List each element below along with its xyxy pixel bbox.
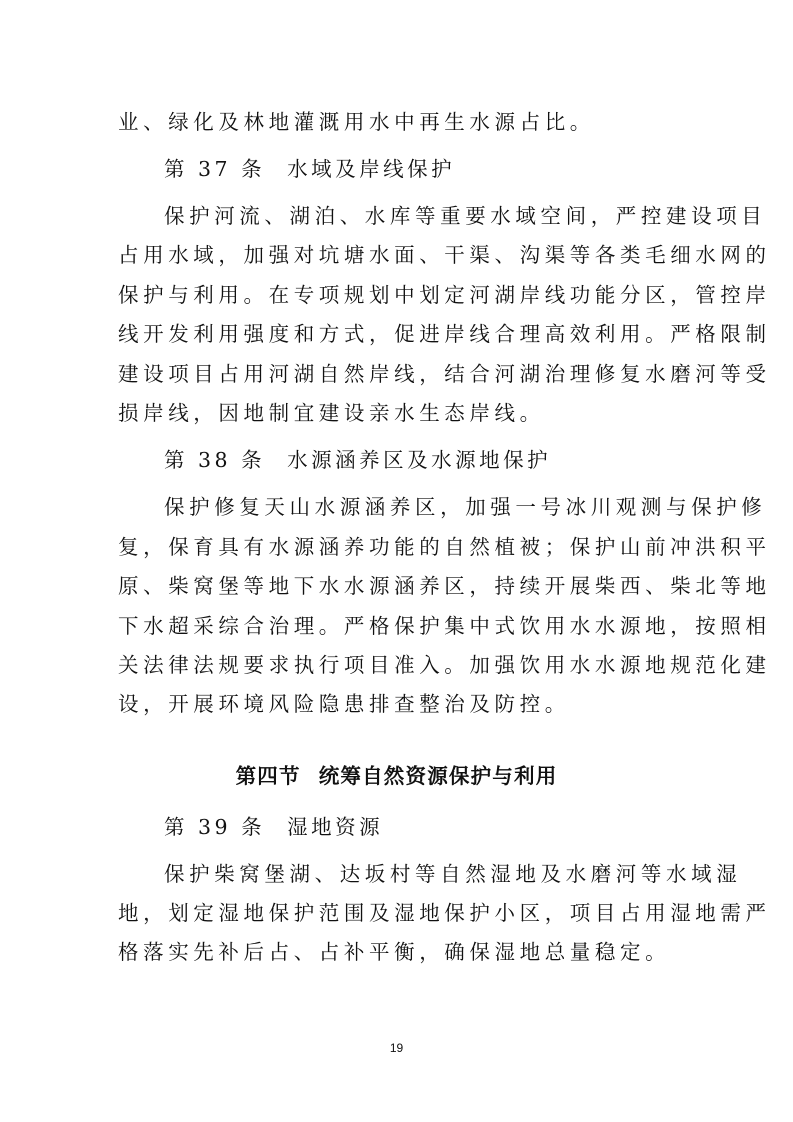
article-39-line-3: 格落实先补后占、占补平衡，确保湿地总量稳定。 (118, 940, 671, 964)
article-38-heading (164, 448, 551, 472)
article-37-line-6: 损岸线，因地制宜建设亲水生态岸线。 (118, 401, 545, 425)
article-39-line-1: 保护柴窝堡湖、达坂村等自然湿地及水磨河等水域湿 (164, 862, 742, 886)
article-39-number: 第 39 条 (164, 815, 266, 839)
article-38-line-3: 原、柴窝堡等地下水水源涵养区，持续开展柴西、柴北等地 (118, 574, 771, 598)
article-38-title: 水源涵养区及水源地保护 (287, 448, 552, 472)
article-39-heading (164, 815, 383, 839)
article-37-heading (164, 157, 455, 181)
paragraph-continuation: 业、绿化及林地灌溉用水中再生水源占比。 (118, 110, 595, 134)
article-38-line-2: 复，保育具有水源涵养功能的自然植被；保护山前冲洪积平 (118, 535, 771, 559)
article-37-title: 水域及岸线保护 (287, 157, 456, 181)
article-38-line-5: 关法律法规要求执行项目准入。加强饮用水水源地规范化建 (118, 653, 771, 677)
article-38-line-6: 设，开展环境风险隐患排查整治及防控。 (118, 692, 570, 716)
page-number: 19 (389, 1041, 404, 1055)
article-38-number: 第 38 条 (164, 448, 266, 472)
article-37-line-5: 建设项目占用河湖自然岸线，结合河湖治理修复水磨河等受 (118, 362, 771, 386)
article-39-title: 湿地资源 (287, 815, 384, 839)
article-37-number: 第 37 条 (164, 157, 266, 181)
article-38-line-4: 下水超采综合治理。严格保护集中式饮用水水源地，按照相 (118, 614, 771, 638)
section-number: 第四节 (235, 764, 301, 788)
article-37-line-1: 保护河流、湖泊、水库等重要水域空间，严控建设项目 (164, 204, 767, 228)
article-38-line-1: 保护修复天山水源涵养区，加强一号冰川观测与保护修 (164, 495, 767, 519)
section-heading (0, 764, 793, 788)
article-37-line-2: 占用水域，加强对坑塘水面、干渠、沟渠等各类毛细水网的 (118, 243, 771, 267)
section-title: 统筹自然资源保护与利用 (318, 764, 558, 788)
article-39-line-2: 地，划定湿地保护范围及湿地保护小区，项目占用湿地需严 (118, 901, 771, 925)
article-37-line-3: 保护与利用。在专项规划中划定河湖岸线功能分区，管控岸 (118, 283, 771, 307)
article-37-line-4: 线开发利用强度和方式，促进岸线合理高效利用。严格限制 (118, 322, 771, 346)
